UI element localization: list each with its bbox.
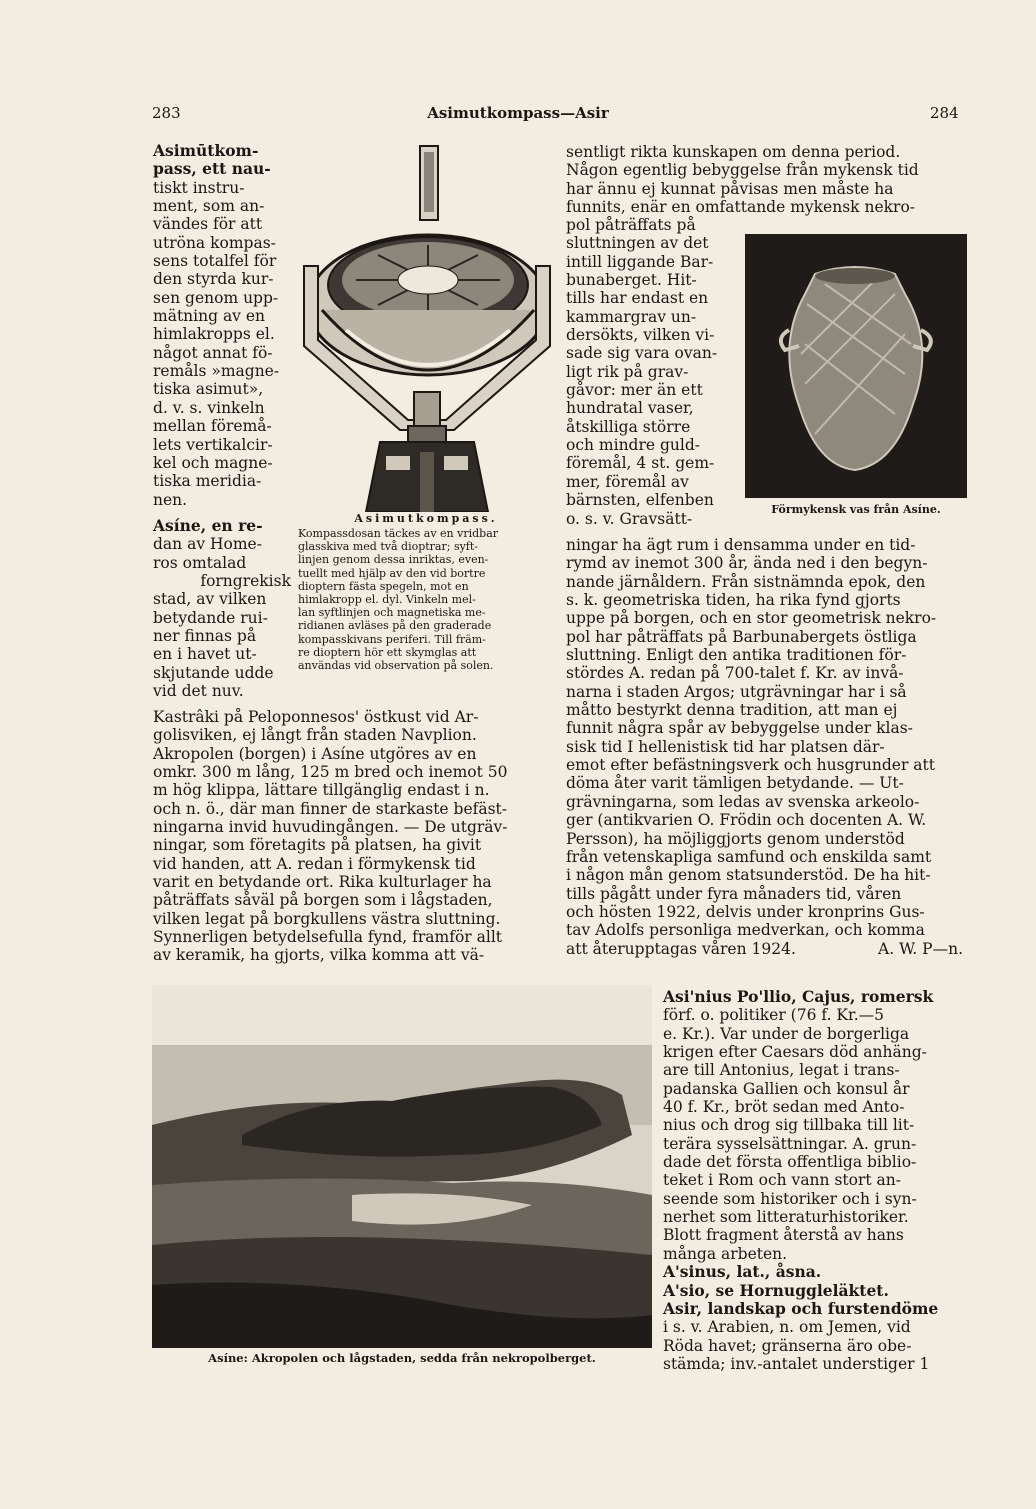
compass-caption: [298, 527, 554, 672]
headword-asine: Asíne, en re-: [153, 516, 263, 535]
text-line: ningar, som företagits på platsen, ha givit: [153, 836, 482, 855]
text-line: bunaberget. Hit-: [566, 271, 697, 290]
text-line: av keramik, ha gjorts, vilka komma att vä-: [153, 946, 485, 965]
headword-asimutkompass: Asimūtkom-: [153, 141, 259, 160]
text-line: tills har endast en: [566, 289, 709, 308]
text-line: sisk tid I hellenistisk tid har platsen där-: [566, 737, 885, 756]
entry-asine-col2-top: [566, 143, 963, 216]
text-line: att återupptagas våren 1924. A. W. P—n.: [566, 939, 963, 958]
entry-asio: A'sio, se Hornuggleläktet.: [663, 1280, 889, 1300]
text-line: från vetenskapliga samfund och enskilda samt: [566, 847, 932, 866]
caption-line: dioptern fästa spegeln, mot en: [298, 579, 469, 593]
text-line: skjutande udde: [153, 663, 274, 682]
text-line: d. v. s. vinkeln: [153, 398, 265, 417]
text-line: s. k. geometriska tiden, ha rika fynd gjorts: [566, 591, 901, 610]
text-line: 40 f. Kr., bröt sedan med Anto-: [663, 1098, 905, 1117]
text-line: ligt rik på grav-: [566, 362, 689, 381]
landscape-caption: Asíne: Akropolen och lågstaden, sedda från nekropolberget.: [208, 1351, 596, 1365]
text-line: mellan föremå-: [153, 417, 272, 436]
text-line: ger (antikvarien O. Frödin och docenten A. W.: [566, 811, 927, 830]
text-line: mer, föremål av: [566, 472, 689, 491]
caption-line: Kompassdosan täckes av en vridbar: [298, 527, 499, 540]
text-line: vändes för att: [153, 215, 263, 234]
text-line: tiskt instru-: [153, 178, 245, 197]
text-line: sade sig vara ovan-: [566, 344, 718, 363]
compass-caption-title: Asimutkompass.: [354, 512, 498, 525]
text-line: hundratal vaser,: [566, 399, 694, 418]
caption-line: himlakropp el. dyl. Vinkeln mel-: [298, 593, 476, 607]
text-line: vid det nuv.: [153, 682, 244, 701]
text-line: kel och magne-: [153, 453, 273, 472]
text-line: utröna kompas-: [153, 233, 276, 252]
text-line: kammargrav un-: [566, 307, 697, 326]
text-line: ner finnas på: [153, 627, 257, 646]
entry-asine-col2-narrow: [566, 216, 738, 528]
text-line: are till Antonius, legat i trans-: [663, 1061, 900, 1080]
caption-line: lan syftlinjen och magnetiska me-: [298, 606, 486, 620]
caption-line: användas vid observation på solen.: [298, 659, 494, 673]
text-line: påträffats såväl på borgen som i lågstaden,: [153, 891, 493, 910]
text-line: forngrekisk: [200, 572, 291, 591]
text-line: stördes A. redan på 700-talet f. Kr. av invå-: [566, 664, 904, 683]
text-line: i s. v. Arabien, n. om Jemen, vid: [663, 1318, 911, 1337]
text-line: tills pågått under fyra månaders tid, våren: [566, 884, 902, 903]
text-line: betydande rui-: [153, 608, 268, 627]
text-line: sens totalfel för: [153, 252, 277, 271]
signature: A. W. P—n.: [878, 939, 963, 958]
text-line: nerhet som litteraturhistoriker.: [663, 1208, 909, 1227]
text-line: rymd av inemot 300 år, ända ned i den begyn-: [566, 554, 928, 573]
text-line: den styrda kur-: [153, 270, 274, 289]
text-line: pol har påträffats på Barbunabergets östliga: [566, 627, 917, 646]
text-line: har ännu ej kunnat påvisas men måste ha: [566, 179, 894, 198]
text-line: intill liggande Bar-: [566, 252, 714, 271]
text-line: sen genom upp-: [153, 288, 279, 307]
vase-photo: [745, 234, 967, 498]
landscape-photo: [152, 985, 652, 1348]
text-line: bärnsten, elfenben: [566, 491, 714, 510]
caption-line: glasskiva med två dioptrar; syft-: [298, 540, 479, 554]
caption-line: tuellt med hjälp av den vid bortre: [298, 566, 486, 580]
text-line: stad, av vilken: [153, 590, 267, 609]
text-line: Synnerligen betydelsefulla fynd, framför allt: [153, 928, 503, 947]
text-line: sluttning. Enligt den antika traditionen för-: [566, 646, 907, 665]
entry-asinius-pollio: [663, 988, 963, 1373]
text-line: vilken legat på borgkullens västra sluttning.: [153, 909, 501, 928]
text-line: sentligt rikta kunskapen om denna period.: [566, 143, 901, 161]
running-title: Asimutkompass—Asir: [427, 104, 609, 122]
text-line: Akropolen (borgen) i Asíne utgöres av en: [153, 744, 477, 763]
text-line: pass, ett nau-: [153, 159, 271, 179]
entry-asine-col2-body: [566, 536, 963, 958]
text-line: krigen efter Caesars död anhäng-: [663, 1043, 927, 1062]
text-line: lets vertikalcir-: [153, 435, 273, 454]
text-line: dan av Home-: [153, 535, 262, 554]
text-line: Kastrâki på Peloponnesos' östkust vid Ar-: [153, 708, 479, 726]
caption-line: ridianen avläses på den graderade: [298, 619, 492, 633]
text-line: gåvor: mer än ett: [566, 381, 703, 400]
text-line: något annat fö-: [153, 343, 273, 362]
text-line: Persson), ha möjliggjorts genom understöd: [566, 829, 905, 848]
text-line: måtto bestyrkt denna tradition, att man ej: [566, 701, 898, 720]
page-number-left: 283: [152, 104, 181, 122]
text-line: e. Kr.). Var under de borgerliga: [663, 1024, 910, 1043]
text-line: ros omtalad: [153, 553, 247, 572]
text-line: dade det första offentliga biblio-: [663, 1153, 917, 1172]
text-line: narna i staden Argos; utgrävningar har i så: [566, 682, 907, 701]
text-line: teket i Rom och vann stort an-: [663, 1171, 901, 1190]
text-line: nen.: [153, 490, 188, 509]
text-line: golisviken, ej långt från staden Navplion.: [153, 726, 477, 745]
text-line: terära sysselsättningar. A. grun-: [663, 1134, 917, 1153]
text-line: pol påträffats på: [566, 216, 696, 234]
text-line: ningarna invid huvudingången. — De utgräv-: [153, 818, 508, 837]
headword-asinius: Asi'nius Po'llio, Cajus, romersk: [663, 987, 934, 1006]
text-line: Blott fragment återstå av hans: [663, 1226, 904, 1245]
text-line: och mindre guld-: [566, 436, 701, 455]
text-line: en i havet ut-: [153, 645, 257, 664]
text-line: varit en betydande ort. Rika kulturlager ha: [153, 873, 492, 892]
caption-line: linjen genom dessa inriktas, even-: [298, 553, 489, 567]
text-line: sluttningen av det: [566, 234, 709, 253]
text-line: stämda; inv.-antalet understiger 1: [663, 1354, 930, 1373]
entry-asimutkompass: [153, 142, 291, 509]
text-line: i någon mån genom statsunderstöd. De ha hit-: [566, 866, 931, 885]
entry-asir: Asir, landskap och furstendöme: [663, 1298, 939, 1318]
text-line: himlakropps el.: [153, 325, 275, 344]
text-line: emot efter befästningsverk och husgrunder att: [566, 756, 935, 775]
entry-asine: [153, 517, 291, 700]
text-line: padanska Gallien och konsul år: [663, 1079, 910, 1098]
text-line: döma åter varit tämligen betydande. — Ut-: [566, 774, 904, 793]
text-line: m hög klippa, lättare tillgänglig endast i n.: [153, 781, 490, 800]
text-line: tav Adolfs personliga medverkan, och komma: [566, 921, 925, 940]
text-line: och hösten 1922, delvis under kronprins Gus-: [566, 902, 925, 921]
caption-line: re dioptern hör ett skymglas att: [298, 645, 477, 659]
text-line: funnit några spår av bebyggelse under klas-: [566, 719, 913, 738]
text-line: nius och drog sig tillbaka till lit-: [663, 1116, 915, 1135]
text-line: Någon egentlig bebyggelse från mykensk tid: [566, 161, 919, 180]
text-line: tiska meridia-: [153, 472, 262, 491]
text-line: ningar ha ägt rum i densamma under en tid-: [566, 536, 916, 554]
text-line: seende som historiker och i syn-: [663, 1189, 917, 1208]
text-line: o. s. v. Gravsätt-: [566, 509, 693, 528]
entry-asine-continued: [153, 708, 551, 965]
text-line: funnits, enär en omfattande mykensk nekro-: [566, 198, 916, 217]
text-line: ment, som an-: [153, 197, 265, 216]
text-line: mätning av en: [153, 307, 266, 326]
compass-illustration: [296, 140, 558, 512]
text-line: remåls »magne-: [153, 362, 280, 381]
text-line: uppe på borgen, och en stor geometrisk nekro-: [566, 609, 937, 628]
page-number-right: 284: [930, 104, 959, 122]
text-line: omkr. 300 m lång, 125 m bred och inemot 50: [153, 763, 508, 782]
text-line: vid handen, att A. redan i förmykensk tid: [153, 854, 476, 873]
text-line: föremål, 4 st. gem-: [566, 454, 715, 473]
text-line: grävningarna, som ledas av svenska arkeolo-: [566, 792, 920, 811]
text-line: dersökts, vilken vi-: [566, 326, 715, 345]
vase-caption: Förmykensk vas från Asíne.: [771, 503, 941, 516]
caption-line: kompasskivans periferi. Till främ-: [298, 632, 486, 646]
text-line: åtskilliga större: [566, 417, 691, 436]
text-line: tiska asimut»,: [153, 380, 264, 399]
text-line: nande järnåldern. Från sistnämnda epok, den: [566, 572, 926, 591]
entry-asinus: A'sinus, lat., åsna.: [663, 1262, 822, 1282]
text-line: Röda havet; gränserna äro obe-: [663, 1336, 912, 1355]
text-line: förf. o. politiker (76 f. Kr.—5: [663, 1006, 884, 1025]
text-line: och n. ö., där man finner de starkaste befäst-: [153, 799, 508, 818]
text-line: många arbeten.: [663, 1244, 788, 1263]
